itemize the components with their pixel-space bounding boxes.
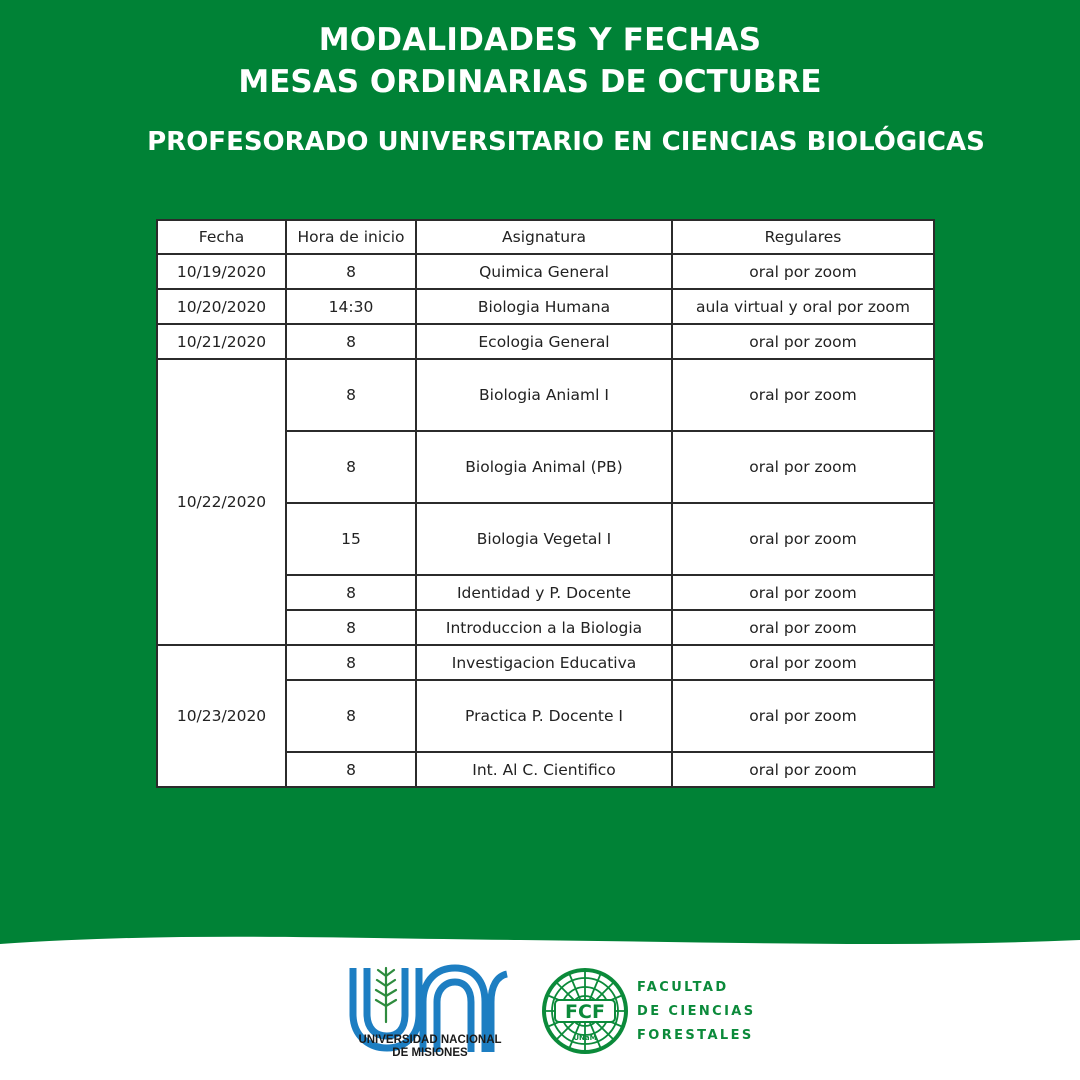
regulares-cell: aula virtual y oral por zoom [672,289,934,324]
regulares-cell: oral por zoom [672,680,934,752]
footer-wave [0,930,1080,1080]
hora-cell: 8 [286,680,416,752]
fcf-name-line-2: DE CIENCIAS [637,1004,756,1019]
regulares-cell: oral por zoom [672,645,934,680]
fcf-emblem-icon [541,967,629,1055]
hora-cell: 8 [286,752,416,787]
asignatura-cell: Biologia Aniaml I [416,359,672,431]
regulares-cell: oral por zoom [672,431,934,503]
hora-cell: 8 [286,610,416,645]
table-row [157,645,934,680]
hora-cell: 8 [286,431,416,503]
table-row [157,324,934,359]
table-header-row [157,220,934,254]
title-line-1: MODALIDADES Y FECHAS [318,22,762,58]
hora-cell: 8 [286,324,416,359]
asignatura-cell: Introduccion a la Biologia [416,610,672,645]
asignatura-cell: Practica P. Docente I [416,680,672,752]
asignatura-cell: Biologia Vegetal I [416,503,672,575]
table-row [157,359,934,431]
table-row [157,254,934,289]
hora-cell: 8 [286,645,416,680]
header-hora: Hora de inicio [286,220,416,254]
asignatura-cell: Biologia Animal (PB) [416,431,672,503]
asignatura-cell: Identidad y P. Docente [416,575,672,610]
date-cell: 10/23/2020 [157,645,286,787]
date-cell: 10/21/2020 [157,324,286,359]
unam-name-line-1: UNIVERSIDAD NACIONAL [358,1034,502,1046]
regulares-cell: oral por zoom [672,610,934,645]
hora-cell: 8 [286,575,416,610]
table-row [157,289,934,324]
unam-name-line-2: DE MISIONES [392,1047,468,1059]
fcf-emblem-letters: FCF [565,1001,605,1023]
hora-cell: 14:30 [286,289,416,324]
header-asignatura: Asignatura [416,220,672,254]
asignatura-cell: Int. Al C. Cientifico [416,752,672,787]
header-regulares: Regulares [672,220,934,254]
regulares-cell: oral por zoom [672,503,934,575]
exam-schedule-table [156,219,935,788]
hora-cell: 8 [286,254,416,289]
regulares-cell: oral por zoom [672,752,934,787]
asignatura-cell: Quimica General [416,254,672,289]
fcf-name-line-3: FORESTALES [637,1028,754,1043]
subtitle: PROFESORADO UNIVERSITARIO EN CIENCIAS BIOLÓGICAS [147,127,985,157]
regulares-cell: oral por zoom [672,575,934,610]
date-cell: 10/20/2020 [157,289,286,324]
title-line-2: MESAS ORDINARIAS DE OCTUBRE [238,64,822,100]
asignatura-cell: Investigacion Educativa [416,645,672,680]
fcf-emblem-small: UNaM [573,1034,597,1042]
hora-cell: 15 [286,503,416,575]
header-fecha: Fecha [157,220,286,254]
regulares-cell: oral por zoom [672,324,934,359]
regulares-cell: oral por zoom [672,254,934,289]
asignatura-cell: Biologia Humana [416,289,672,324]
hora-cell: 8 [286,359,416,431]
date-cell: 10/19/2020 [157,254,286,289]
asignatura-cell: Ecologia General [416,324,672,359]
regulares-cell: oral por zoom [672,359,934,431]
date-cell: 10/22/2020 [157,359,286,645]
fcf-name-line-1: FACULTAD [637,980,729,995]
